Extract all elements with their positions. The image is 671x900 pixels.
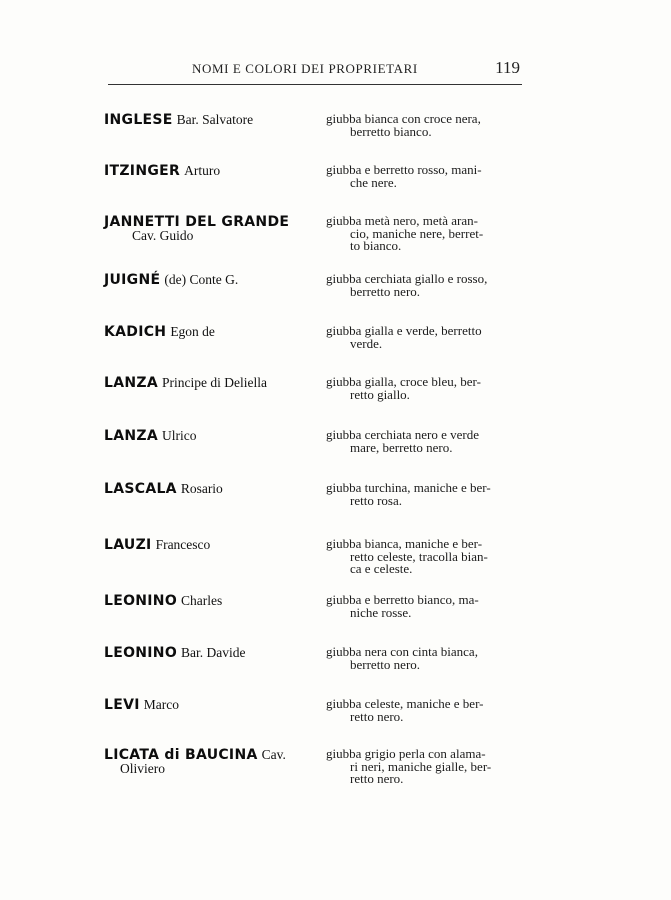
owner-name <box>104 698 304 712</box>
owner-given-name: Cav. <box>261 747 286 762</box>
owner-name <box>104 164 304 178</box>
colors-line: giubba e berretto rosso, mani- <box>326 162 482 177</box>
colors-line: giubba metà nero, metà aran- <box>326 213 478 228</box>
racing-colors <box>326 325 526 350</box>
owner-surname: LANZA <box>104 428 158 444</box>
colors-line: retto nero. <box>350 771 404 786</box>
owner-surname: JUIGNÉ <box>104 272 161 288</box>
owner-entry <box>0 113 671 153</box>
owner-surname: LANZA <box>104 375 158 391</box>
owner-entry <box>0 376 671 416</box>
owner-surname: LEVI <box>104 697 140 713</box>
running-header <box>108 60 522 84</box>
owner-entry <box>0 325 671 365</box>
owner-surname: ITZINGER <box>104 163 181 179</box>
owner-surname: INGLESE <box>104 112 173 128</box>
colors-line: retto rosa. <box>350 492 402 508</box>
owner-given-name: Egon de <box>170 324 215 339</box>
owner-surname: LAUZI <box>104 537 152 553</box>
colors-line: giubba cerchiata nero e verde <box>326 427 480 442</box>
owner-given-name: Bar. Salvatore <box>176 112 254 127</box>
colors-line: to bianco. <box>350 238 402 253</box>
owner-given-name: Marco <box>143 697 179 712</box>
owner-entry <box>0 215 671 255</box>
owner-given-name: Charles <box>181 593 223 608</box>
owner-given-name: (de) Conte G. <box>164 272 239 287</box>
owner-entry <box>0 646 671 686</box>
racing-colors <box>326 273 526 298</box>
owner-name <box>104 538 304 552</box>
owner-given-name: Rosario <box>180 481 223 496</box>
racing-colors <box>326 698 526 723</box>
colors-line: retto nero. <box>350 708 404 724</box>
owner-given-name: Bar. Davide <box>181 645 246 660</box>
owner-given-name: Principe di Deliella <box>161 375 267 390</box>
owner-given-name: Francesco <box>155 537 211 552</box>
owner-name <box>104 273 304 287</box>
racing-colors <box>326 376 526 401</box>
owner-entry <box>0 538 671 578</box>
colors-line: giubba celeste, maniche e ber- <box>326 696 484 711</box>
colors-line: giubba cerchiata giallo e rosso, <box>326 271 488 286</box>
colors-line: cio, maniche nere, berret- <box>350 225 484 241</box>
colors-line: giubba grigio perla con alama- <box>326 746 486 761</box>
owner-name <box>104 594 304 608</box>
racing-colors <box>326 646 526 671</box>
owner-name <box>104 646 304 660</box>
header-rule <box>108 84 522 85</box>
colors-line: retto giallo. <box>350 386 410 402</box>
racing-colors <box>326 594 526 619</box>
owner-surname: LICATA di BAUCINA <box>104 747 258 763</box>
racing-colors <box>326 164 526 189</box>
owner-name <box>104 482 304 496</box>
racing-colors <box>326 482 526 507</box>
colors-line: che nere. <box>350 174 397 190</box>
colors-line: giubba gialla e verde, berretto <box>326 323 482 338</box>
colors-line: mare, berretto nero. <box>350 439 453 455</box>
header-title: NOMI E COLORI DEI PROPRIETARI <box>192 61 418 76</box>
owner-given-name: Oliviero <box>120 761 165 776</box>
racing-colors <box>326 538 526 576</box>
colors-line: berretto nero. <box>350 656 421 672</box>
owner-name <box>104 376 304 390</box>
owner-entry <box>0 164 671 204</box>
colors-line: verde. <box>350 335 383 351</box>
owner-entry <box>0 429 671 469</box>
colors-line: berretto nero. <box>350 283 421 299</box>
owner-surname: LASCALA <box>104 481 177 497</box>
owner-surname: LEONINO <box>104 645 178 661</box>
owner-name <box>104 429 304 443</box>
colors-line: berretto bianco. <box>350 123 432 139</box>
colors-line: retto celeste, tracolla bian- <box>350 548 488 564</box>
owner-given-name: Arturo <box>184 163 221 178</box>
colors-line: ri neri, maniche gialle, ber- <box>350 758 492 774</box>
owner-surname: LEONINO <box>104 593 178 609</box>
owner-entry <box>0 482 671 522</box>
racing-colors <box>326 429 526 454</box>
owner-surname: JANNETTI DEL GRANDE <box>104 214 290 230</box>
owner-surname: KADICH <box>104 324 167 340</box>
colors-line: giubba gialla, croce bleu, ber- <box>326 374 481 389</box>
racing-colors <box>326 748 526 786</box>
page-number: 119 <box>495 58 520 77</box>
owner-entry <box>0 748 671 788</box>
colors-line: giubba bianca con croce nera, <box>326 111 481 126</box>
colors-line: giubba e berretto bianco, ma- <box>326 592 479 607</box>
owner-name <box>104 748 304 776</box>
colors-line: ca e celeste. <box>350 561 413 576</box>
owner-name <box>104 113 304 127</box>
colors-line: niche rosse. <box>350 604 412 620</box>
colors-line: giubba bianca, maniche e ber- <box>326 536 483 551</box>
owner-entry <box>0 698 671 738</box>
owner-name <box>104 215 304 243</box>
colors-line: giubba turchina, maniche e ber- <box>326 480 491 495</box>
owner-given-name: Cav. Guido <box>132 228 194 243</box>
racing-colors <box>326 113 526 138</box>
owner-entry <box>0 594 671 634</box>
owner-entry <box>0 273 671 313</box>
colors-line: giubba nera con cinta bianca, <box>326 644 478 659</box>
owner-name <box>104 325 304 339</box>
owner-given-name: Ulrico <box>161 428 197 443</box>
racing-colors <box>326 215 526 253</box>
